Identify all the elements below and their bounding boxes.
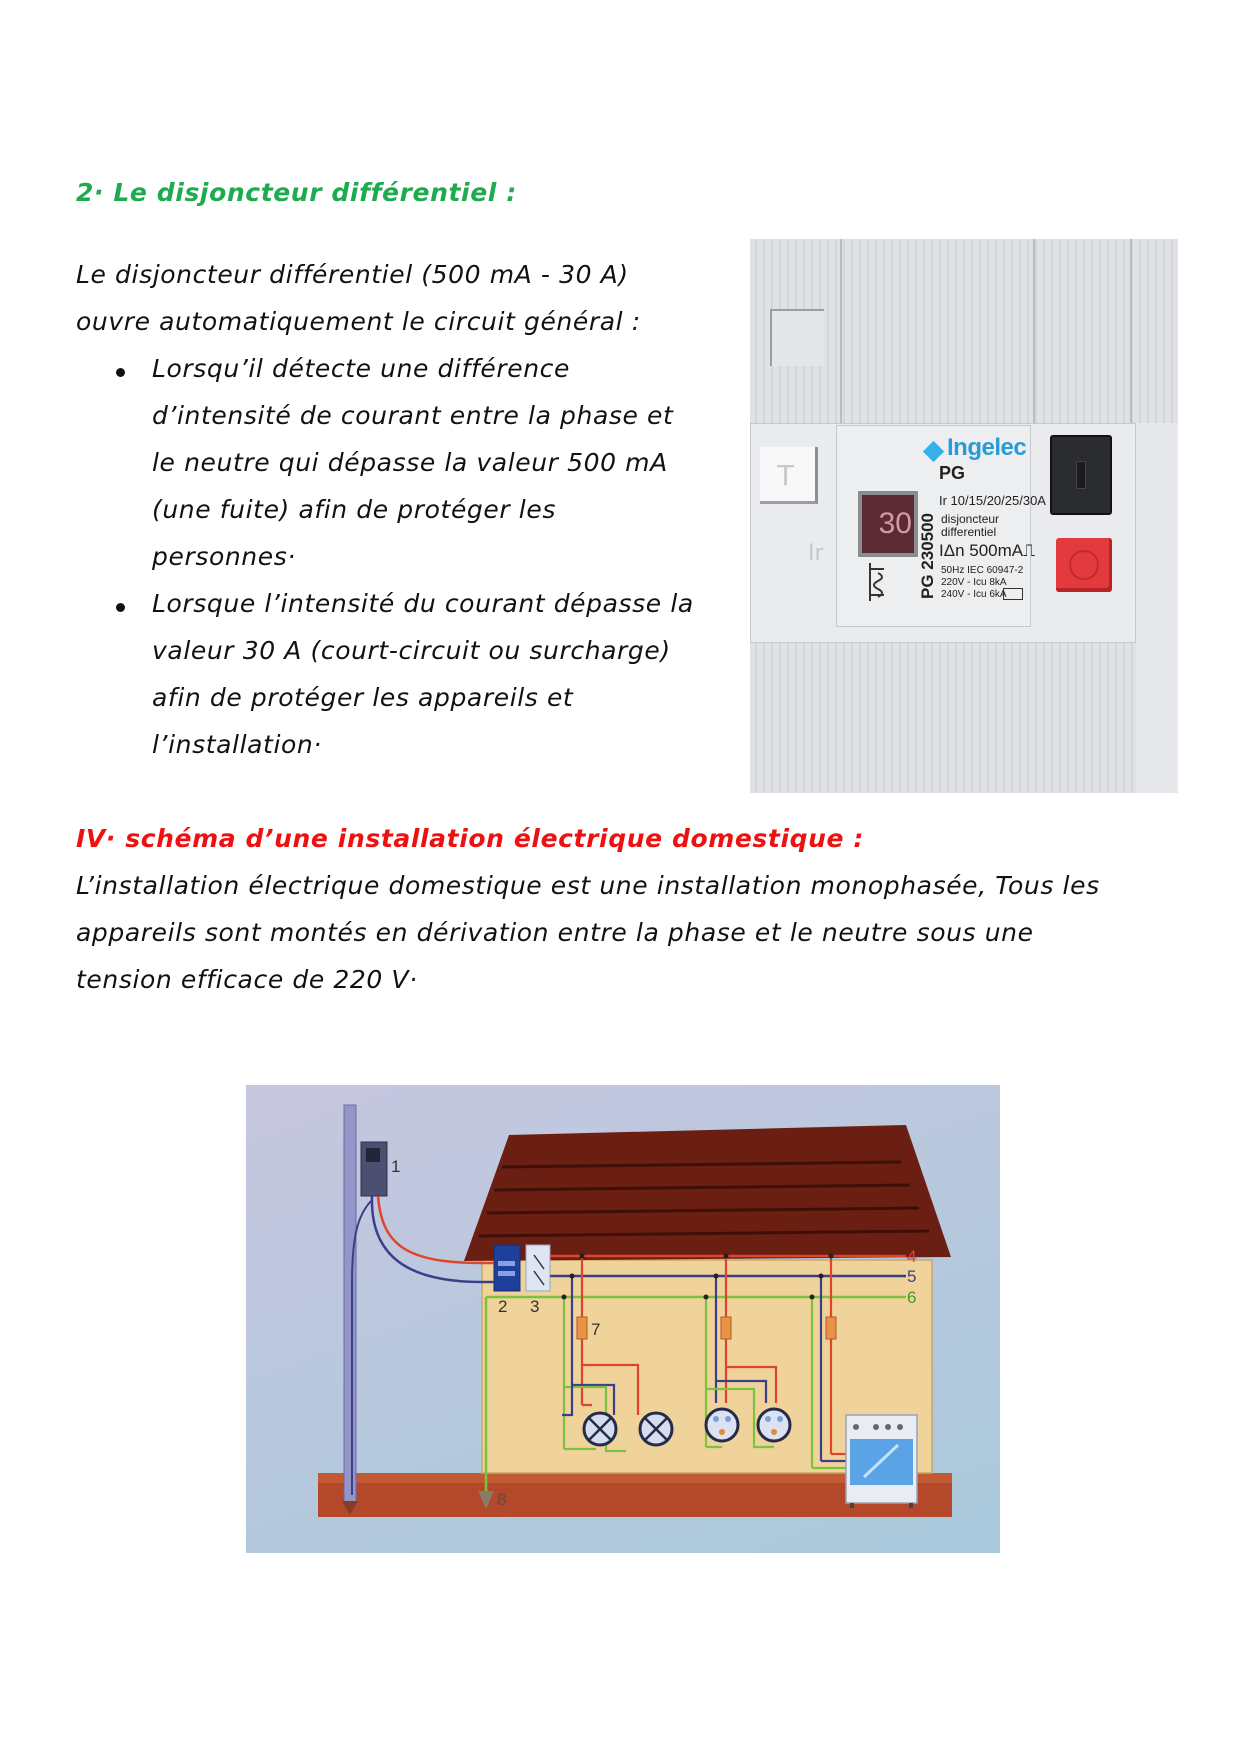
sensitivity-label: IΔn 500mA⎍ bbox=[939, 541, 1036, 560]
off-circle-icon bbox=[1069, 550, 1099, 580]
bullet-2-line-2: valeur 30 A (court-circuit ou surcharge) bbox=[152, 636, 671, 665]
bullet-1-line-3: le neutre qui dépasse la valeur 500 mA bbox=[152, 448, 668, 477]
bullet-2-line-1: Lorsque l’intensité du courant dépasse la bbox=[152, 589, 694, 618]
label-neutral: 5 bbox=[907, 1267, 917, 1286]
housing-seam bbox=[1033, 239, 1035, 423]
ac-symbol-icon bbox=[1003, 588, 1023, 600]
circuit-symbol-icon bbox=[864, 561, 892, 603]
breaker-bottom-housing bbox=[750, 643, 1136, 793]
bullet-dot-icon bbox=[116, 368, 125, 377]
model-label: PG bbox=[939, 463, 966, 483]
house-roof bbox=[464, 1125, 951, 1261]
housing-seam bbox=[1130, 239, 1132, 423]
bullet-1-line-5: personnes· bbox=[152, 542, 296, 571]
socket-1-icon bbox=[706, 1409, 738, 1441]
fuse-1 bbox=[577, 1317, 587, 1339]
lamp-2-icon bbox=[640, 1413, 672, 1445]
ir-glyph: Ir bbox=[808, 541, 824, 566]
utility-pole bbox=[344, 1105, 356, 1505]
bullet-1-line-2: d’intensité de courant entre la phase et bbox=[152, 401, 674, 430]
rating-indicator-window bbox=[858, 491, 918, 557]
oven-icon bbox=[846, 1415, 917, 1508]
rating-indicator-value: 30 bbox=[862, 495, 914, 553]
bullet-1-line-1: Lorsqu’il détecte une différence bbox=[152, 354, 570, 383]
label-fuse: 7 bbox=[591, 1320, 601, 1339]
bullet-1-line-4: (une fuite) afin de protéger les bbox=[152, 495, 556, 524]
section-iv-line-1: L’installation électrique domestique est une installation monophasée, Tous les bbox=[76, 871, 1100, 900]
bullet-2-line-4: l’installation· bbox=[152, 730, 322, 759]
socket-2-icon bbox=[758, 1409, 790, 1441]
test-button[interactable] bbox=[760, 447, 818, 504]
ratings-label: Ir 10/15/20/25/30A bbox=[939, 493, 1046, 508]
lever-slot bbox=[1076, 461, 1086, 489]
label-window bbox=[770, 309, 824, 366]
bullet-dot-icon bbox=[116, 603, 125, 612]
intro-line-1: Le disjoncteur différentiel (500 mA - 30 A) bbox=[76, 260, 629, 289]
breaker-photo bbox=[750, 239, 1178, 793]
bullet-2-line-3: afin de protéger les appareils et bbox=[152, 683, 574, 712]
main-switch-box bbox=[526, 1245, 550, 1291]
label-phase: 4 bbox=[907, 1247, 917, 1266]
on-lever-button[interactable] bbox=[1050, 435, 1112, 515]
section-iv-line-3: tension efficace de 220 V· bbox=[76, 965, 418, 994]
fuse-3 bbox=[826, 1317, 836, 1339]
capacity-240-label: 240V - Icu 6kA bbox=[941, 589, 1007, 600]
housing-edge bbox=[1136, 423, 1178, 793]
reference-label: PG 230500 bbox=[918, 512, 937, 599]
label-main-switch: 3 bbox=[530, 1297, 540, 1316]
installation-diagram bbox=[246, 1085, 1000, 1553]
intro-line-2: ouvre automatiquement le circuit général : bbox=[76, 307, 641, 336]
label-earth: 6 bbox=[907, 1288, 917, 1307]
lamp-1-icon bbox=[584, 1413, 616, 1445]
capacity-220-label: 220V - Icu 8kA bbox=[941, 577, 1007, 588]
label-ground-rod: 8 bbox=[497, 1490, 507, 1509]
label-differential-breaker: 2 bbox=[498, 1297, 508, 1316]
installation-schematic bbox=[246, 1085, 1000, 1553]
brand-name: Ingelec bbox=[947, 434, 1027, 461]
test-glyph: T bbox=[777, 459, 795, 492]
off-button[interactable] bbox=[1056, 538, 1112, 592]
type-label-2: differentiel bbox=[941, 525, 997, 539]
type-label-1: disjoncteur bbox=[941, 512, 1000, 526]
section-iv-line-2: appareils sont montés en dérivation entre la phase et le neutre sous une bbox=[76, 918, 1034, 947]
fuse-2 bbox=[721, 1317, 731, 1339]
label-meter: 1 bbox=[391, 1157, 401, 1176]
housing-seam bbox=[840, 239, 842, 423]
section-2-heading: 2· Le disjoncteur différentiel : bbox=[76, 178, 517, 207]
section-iv-heading: IV· schéma d’une installation électrique domestique : bbox=[76, 824, 864, 853]
standard-label: 50Hz IEC 60947-2 bbox=[941, 565, 1024, 576]
differential-breaker-box bbox=[494, 1245, 520, 1291]
